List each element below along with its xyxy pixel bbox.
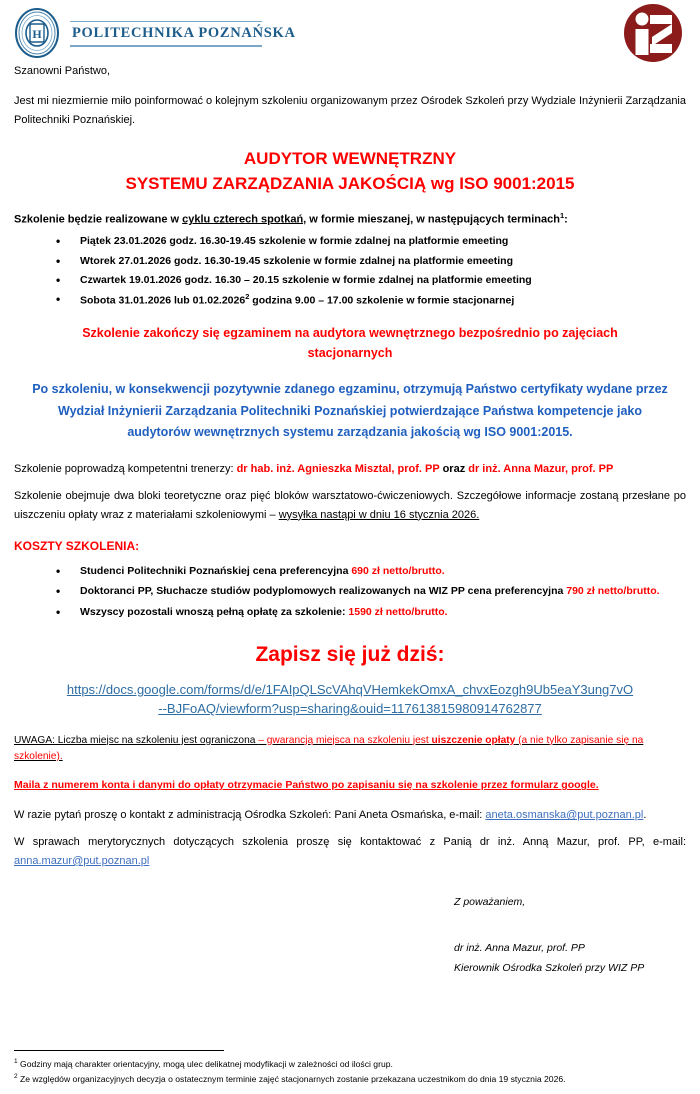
merit-contact-paragraph — [14, 833, 686, 871]
list-item: • Wtorek 27.01.2026 godz. 16.30-19.45 szkolenie w formie zdalnej na platformie emeeting — [56, 253, 686, 269]
iz-logo-icon — [622, 2, 684, 64]
exam-note: Szkolenie zakończy się egzaminem na audytora wewnętrznego bezpośrednio po zajęciach stacjonarnych — [82, 325, 618, 361]
signature-name: dr inż. Anna Mazur, prof. PP — [454, 941, 585, 954]
signature-block — [14, 893, 686, 979]
list-item: • Czwartek 19.01.2026 godz. 16.30 – 20.15 szkolenie w formie zdalnej na platformie emeeting — [56, 272, 686, 288]
bank-info-paragraph: Maila z numerem konta i danymi do opłaty otrzymacie Państwo po zapisaniu się na szkolenie przez formularz google. — [14, 779, 599, 792]
admin-contact-paragraph — [14, 806, 686, 825]
trainers-conjunction: oraz — [439, 462, 469, 475]
registration-form-url-line1[interactable]: https://docs.google.com/forms/d/e/1FAIpQLScVAhqVHemkekOmxA_chvxEozgh9Ub5eaY3ung7vO — [66, 682, 634, 698]
admin-email-link[interactable]: aneta.osmanska@put.poznan.pl — [485, 809, 644, 822]
cost-price: 690 zł netto/brutto. — [351, 564, 445, 577]
cost-price: 790 zł netto/brutto. — [566, 585, 660, 598]
schedule-lead — [14, 211, 686, 226]
university-brand — [14, 7, 296, 59]
training-title — [14, 146, 686, 197]
list-item — [56, 291, 686, 309]
trainer-1: dr hab. inż. Agnieszka Misztal, prof. PP — [236, 462, 440, 475]
warning-black-part: UWAGA: Liczba miejsc na szkoleniu jest ograniczona — [14, 734, 259, 746]
warning-red-bold: uiszczenie opłaty — [431, 734, 516, 746]
registration-form-url-line2[interactable]: --BJFoAQ/viewform?usp=sharing&ouid=117613815980914762877 — [158, 700, 542, 716]
list-item — [56, 563, 686, 580]
schedule-lead-underlined: cyklu czterech spotkań, — [182, 213, 307, 226]
cost-label: Wszyscy pozostali wnoszą pełną opłatę za szkolenie: — [80, 606, 349, 619]
trainers-paragraph — [14, 460, 686, 479]
footnote-1-marker: 1 — [14, 1057, 18, 1065]
cost-label: Doktoranci PP, Słuchacze studiów podyplomowych realizowanych na WIZ PP cena preferencyjna — [80, 585, 567, 598]
footnote-separator — [14, 1050, 224, 1051]
signature-closing: Z poważaniem, — [454, 895, 526, 908]
costs-list — [14, 563, 686, 621]
footnote-2-text: Ze względów organizacyjnych decyzja o ostatecznym terminie zajęć stacjonarnych zostanie przekazana uczestnikom do dnia 19 stycznia 2026. — [20, 1074, 566, 1085]
trainers-prefix: Szkolenie poprowadzą kompetentni trenerzy: — [14, 462, 237, 475]
cost-price: 1590 zł netto/brutto. — [348, 606, 448, 619]
footnote-2 — [14, 1072, 686, 1086]
call-to-action: Zapisz się już dziś: — [255, 643, 445, 667]
list-item — [56, 583, 686, 600]
schedule-item4-post: godzina 9.00 – 17.00 szkolenie w formie stacjonarnej — [249, 294, 515, 307]
title-line-1: AUDYTOR WEWNĘTRZNY — [243, 148, 457, 168]
brand-text — [70, 20, 296, 47]
warning-paragraph — [14, 733, 686, 766]
footnote-2-marker: 2 — [14, 1073, 18, 1081]
footnote-1-text: Godziny mają charakter orientacyjny, mogą ulec delikatnej modyfikacji w zależności od ilości grup. — [20, 1058, 393, 1069]
cost-label: Studenci Politechniki Poznańskiej cena preferencyjna — [80, 564, 352, 577]
schedule-lead-colon: : — [564, 213, 568, 226]
footnote-1 — [14, 1057, 686, 1071]
registration-form-link-block — [14, 681, 686, 719]
document-header — [0, 0, 700, 62]
costs-heading: KOSZTY SZKOLENIA: — [14, 538, 140, 553]
brand-rule-bottom — [70, 45, 262, 47]
greeting-paragraph: Szanowni Państwo, — [14, 65, 110, 77]
university-name: POLITECHNIKA POZNAŃSKA — [72, 25, 296, 41]
certificate-note: Po szkoleniu, w konsekwencji pozytywnie zdanego egzaminu, otrzymują Państwo certyfikaty wydane przez Wydział Inżynierii Zarządzania Politechniki Poznańskiej potwierdzające Państwa kompetencje jako audytorów wewnętrznych systemu zarządzania jakością wg ISO 9001:2015. — [32, 382, 668, 440]
schedule-item4-footnote-marker: 2 — [245, 292, 250, 302]
list-item — [56, 604, 686, 621]
trainer-2: dr inż. Anna Mazur, prof. PP — [468, 462, 614, 475]
schedule-lead-part1: Szkolenie będzie realizowane w — [14, 213, 183, 226]
warning-red-part1: – gwarancją miejsca na szkoleniu jest — [258, 734, 432, 746]
title-line-2: SYSTEMU ZARZĄDZANIA JAKOŚCIĄ wg ISO 9001:2015 — [125, 174, 575, 194]
admin-contact-prefix: W razie pytań proszę o kontakt z administracją Ośrodka Szkoleń: Pani Aneta Osmańska, e-mail: — [14, 809, 486, 822]
blocks-info-underlined: wysyłka nastąpi w dniu 16 stycznia 2026. — [278, 508, 480, 521]
merit-contact-prefix: W sprawach merytorycznych dotyczących szkolenia proszę się kontaktować z Panią dr inż. Anną Mazur, prof. PP, e-mail: — [14, 836, 686, 849]
list-item: • Piątek 23.01.2026 godz. 16.30-19.45 szkolenie w formie zdalnej na platformie emeeting — [56, 233, 686, 249]
pp-seal-icon — [14, 7, 60, 59]
intro-paragraph: Jest mi niezmiernie miło poinformować o kolejnym szkoleniu organizowanym przez Ośrodek Szkoleń przy Wydziale Inżynierii Zarządzania Politechniki Poznańskiej. — [14, 94, 686, 126]
signature-role: Kierownik Ośrodka Szkoleń przy WIZ PP — [454, 961, 645, 974]
schedule-footnote-marker: 1 — [559, 210, 565, 220]
blocks-info-part1: Szkolenie obejmuje dwa bloki teoretyczne oraz pięć bloków warsztatowo-ćwiczeniowych. Szczegółowe informacje zostaną przesłane po uiszczeniu opłaty wraz z materiałami szkoleniowymi – — [14, 489, 686, 521]
blocks-info-paragraph — [14, 487, 686, 525]
schedule-lead-part2: w formie mieszanej, w następujących terminach — [306, 213, 560, 226]
signature-gap — [454, 913, 686, 939]
schedule-item4-pre: Sobota 31.01.2026 lub 01.02.2026 — [80, 294, 246, 307]
footnotes-section — [14, 1050, 686, 1089]
svg-text:H: H — [32, 27, 42, 41]
merit-email-link[interactable]: anna.mazur@put.poznan.pl — [14, 854, 150, 867]
warning-red-part2: (a nie tylko zapisanie się na szkolenie). — [14, 734, 644, 763]
document-body — [0, 62, 700, 979]
schedule-list — [14, 233, 686, 309]
admin-contact-suffix: . — [643, 809, 647, 822]
